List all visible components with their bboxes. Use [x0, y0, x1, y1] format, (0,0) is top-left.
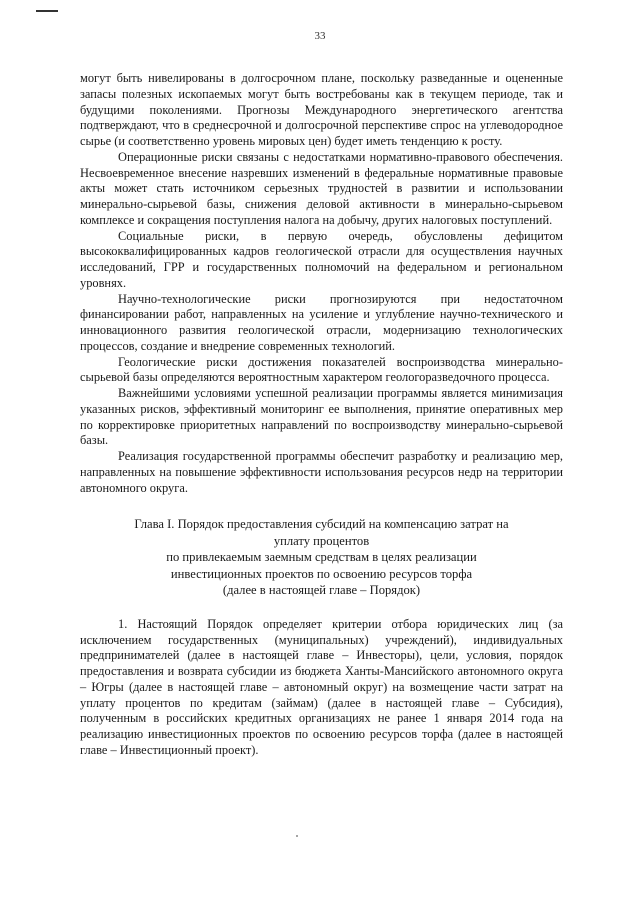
paragraph-geological-risks: Геологические риски достижения показателей воспроизводства минерально-сырьевой базы определяются вероятностным характером геологоразведочного процесса.	[80, 354, 563, 385]
chapter-heading-line: (далее в настоящей главе – Порядок)	[222, 583, 421, 598]
clause-1: 1. Настоящий Порядок определяет критерии отбора юридических лиц (за исключением государственных (муниципальных) учреждений), индивидуальных предпринимателей (далее в настоящей главе – Инвесторы), цели, условия, порядок предоставления и возврата субсидии из бюджета Ханты-Мансийского автономного округа – Югры (далее в настоящей главе – автономный округ) на возмещение части затрат на уплату процентов по кредитам (займам) (далее в настоящей главе – Субсидия), полученным в российских кредитных организациях не ранее 1 января 2014 года на реализацию инвестиционных проектов по освоению ресурсов торфа (далее в настоящей главе – Инвестиционный проект).	[80, 616, 563, 757]
scan-edge-mark	[36, 10, 58, 12]
paragraph-social-risks: Социальные риски, в первую очередь, обусловлены дефицитом высококвалифицированных кадров геологической отрасли для осуществления научных исследований, ГРР и государственных полномочий на федеральном и региональном уровнях.	[80, 228, 563, 290]
chapter-heading-line: уплату процентов	[273, 533, 370, 548]
chapter-heading-line: Глава I. Порядок предоставления субсидий на компенсацию затрат на	[134, 517, 509, 532]
chapter-heading	[80, 516, 563, 599]
document-body	[80, 71, 563, 759]
chapter-heading-line: инвестиционных проектов по освоению ресурсов торфа	[170, 566, 473, 581]
paragraph-key-conditions: Важнейшими условиями успешной реализации программы является минимизация указанных рисков, эффективный мониторинг ее выполнения, принятие оперативных мер по корректировке приоритетных направлений по воспроизводству минерально-сырьевой базы.	[80, 386, 563, 448]
paragraph-program-implementation: Реализация государственной программы обеспечит разработку и реализацию мер, направленных на повышение эффективности использования ресурсов недр на территории автономного округа.	[80, 449, 563, 495]
page-number: 33	[314, 30, 326, 42]
paragraph-scientific-risks: Научно-технологические риски прогнозируются при недостаточном финансировании работ, направленных на усиление и углубление научно-технического и инновационного развития геологической отрасли, модернизацию технологических процессов, создание и внедрение современных технологий.	[80, 291, 563, 353]
paragraph-operational-risks: Операционные риски связаны с недостатками нормативно-правового обеспечения. Несвоевременное внесение назревших изменений в федеральные нормативные правовые акты может стать источником серьезных трудностей в развитии и использовании минерально-сырьевой базы, снижения деловой активности в минерально-сырьевом комплексе и сокращения поступления налога на добычу, других налоговых поступлений.	[80, 149, 563, 227]
scan-speck	[296, 835, 298, 837]
chapter-heading-line: по привлекаемым заемным средствам в целях реализации	[166, 550, 477, 565]
paragraph-risk-continuation: могут быть нивелированы в долгосрочном плане, поскольку разведанные и оцененные запасы полезных ископаемых могут быть востребованы как в текущем периоде, так и будущими поколениями. Прогнозы Международного энергетического агентства подтверждают, что в среднесрочной и долгосрочной перспективе спрос на углеводородное сырье (и соответственно уровень мировых цен) будет иметь тенденцию к росту.	[80, 71, 563, 148]
